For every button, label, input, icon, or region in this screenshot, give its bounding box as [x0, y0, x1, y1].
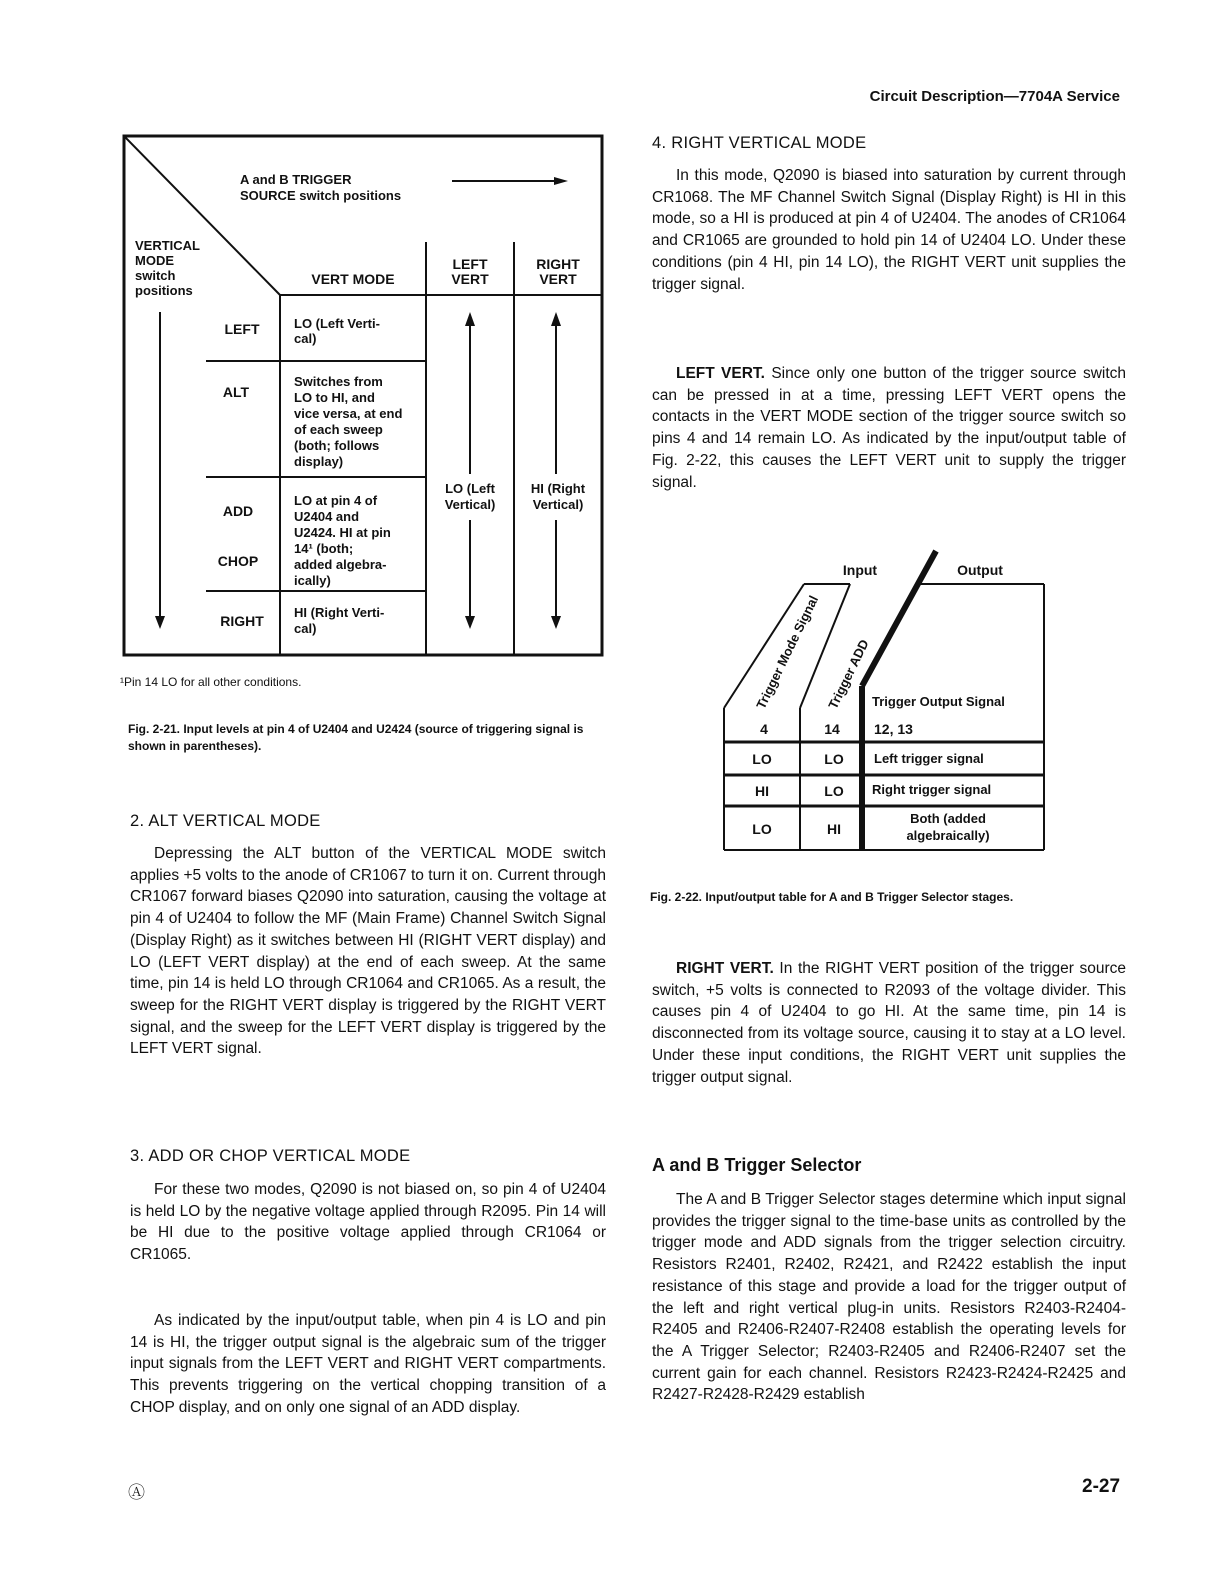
right-vert-value-2: Vertical)	[532, 497, 584, 512]
cell-add-6: ically)	[294, 573, 331, 588]
row3-b: HI	[827, 821, 841, 837]
left-vert-runin: LEFT VERT.	[676, 365, 765, 382]
section-3-body	[130, 1179, 606, 1266]
pin-14: 14	[824, 721, 840, 737]
cell-alt-6: display)	[294, 454, 344, 469]
right-vert-text: In the RIGHT VERT position of the trigger source switch, +5 volts is connected to R2093 of the voltage divider. This causes pin 4 of U2404 to go HI. At the same time, pin 14 is disconnected from its voltage source, causing it to stay at a LO level. Under these input conditions, the RIGHT VERT unit supplies the trigger output signal.	[652, 960, 1127, 1086]
cell-alt-1: Switches from	[294, 374, 383, 389]
section-3-paragraph-1: For these two modes, Q2090 is not biased on, so pin 4 of U2404 is held LO by the negative voltage applied through R2095. Pin 14 will be HI due to the positive voltage applied through CR1064 or CR1065.	[130, 1181, 606, 1264]
pin-12-13: 12, 13	[874, 721, 913, 737]
cell-alt-5: (both; follows	[294, 438, 380, 453]
fig-2-21-table	[120, 132, 610, 660]
row2-b: LO	[824, 783, 844, 799]
cell-add-2: U2404 and	[294, 509, 360, 524]
left-vert-value-1: LO (Left	[445, 481, 495, 496]
running-header: Circuit Description—7704A Service	[869, 88, 1120, 105]
trigger-selector-body	[652, 1189, 1126, 1406]
row3-out-2: algebraically)	[906, 828, 990, 843]
section-2-heading: 2. ALT VERTICAL MODE	[130, 812, 321, 830]
cell-add-4: 14¹ (both;	[294, 541, 354, 556]
right-vert-paragraph	[652, 958, 1126, 1088]
diag-label-add: Trigger ADD	[825, 637, 872, 712]
left-vert-arrow-down-head	[465, 616, 475, 629]
cell-add-3: U2424. HI at pin	[294, 525, 391, 540]
row-mode-add: ADD	[222, 503, 254, 519]
fig-2-22-caption: Fig. 2-22. Input/output table for A and B Trigger Selector stages.	[650, 890, 1014, 904]
section-3-heading: 3. ADD OR CHOP VERTICAL MODE	[130, 1147, 411, 1165]
corner-left-line-2: MODE	[135, 253, 174, 268]
col-header-vert-mode: VERT MODE	[311, 271, 395, 287]
corner-top-line-2: SOURCE switch positions	[240, 188, 402, 203]
section-4-heading: 4. RIGHT VERTICAL MODE	[652, 134, 867, 152]
fig-2-21-caption: Fig. 2-21. Input levels at pin 4 of U2404 and U2424 (source of triggering signal is shown in parentheses).	[128, 722, 584, 753]
right-vert-arrow-down-head	[551, 616, 561, 629]
col-header-right-vert-2: VERT	[539, 271, 577, 287]
row3-a: LO	[752, 821, 772, 837]
row-mode-chop: CHOP	[217, 553, 259, 569]
corner-top-line-1: A and B TRIGGER	[240, 172, 352, 187]
row-mode-left: LEFT	[224, 321, 260, 337]
corner-left-line-1: VERTICAL	[135, 238, 200, 253]
col-header-right-vert-1: RIGHT	[536, 256, 580, 272]
trigger-selector-paragraph: The A and B Trigger Selector stages determine which input signal provides the trigger signal to the time-base units as controlled by the trigger mode and ADD signals from the trigger selection circuitry. Resistors R2401, R2402, R2421, and R2422 establish the input resistance of this stage and provide a load for the trigger output of the left and right vertical plug-in units. Resistors R2403-R2404-R2405 and R2406-R2407-R2408 establish the operating levels for the A Trigger Selector; R2403-R2405 and R2406-R2407 set the current gain for each channel. Resistors R2423-R2424-R2425 and R2427-R2428-R2429 establish	[652, 1191, 1126, 1404]
section-2-body	[130, 843, 606, 1060]
row-mode-alt: ALT	[222, 384, 250, 400]
right-vert-body	[652, 958, 1126, 1088]
corner-left-line-3: switch	[135, 268, 176, 283]
output-label: Output	[957, 562, 1003, 578]
row3-out-1: Both (added	[910, 811, 986, 826]
trigger-selector-heading: A and B Trigger Selector	[652, 1155, 862, 1175]
right-vert-runin: RIGHT VERT.	[676, 960, 774, 977]
cell-alt-3: vice versa, at end	[294, 406, 403, 421]
section-4-paragraph: In this mode, Q2090 is biased into saturation by current through CR1068. The MF Channel Switch Signal (Display Right) is HI in this mode, so a HI is produced at pin 4 of U2404. The anodes of CR1064 and CR1065 are grounded to hold pin 14 of U2404 LO. Under these conditions (pin 4 HI, pin 14 LO), the RIGHT VERT unit supplies the trigger signal.	[652, 167, 1126, 293]
output-signal-label: Trigger Output Signal	[872, 694, 1005, 709]
diag-label-mode: Trigger Mode Signal	[753, 593, 822, 712]
input-label: Input	[842, 562, 878, 578]
cell-left-2: cal)	[294, 331, 317, 346]
header-arrow-head	[554, 177, 568, 185]
row2-out: Right trigger signal	[872, 782, 992, 797]
cell-add-5: added algebra-	[294, 557, 387, 572]
left-vert-text: Since only one button of the trigger source switch can be pressed in at a time, pressing LEFT VERT opens the contacts in the VERT MODE section of the trigger source switch so pins 4 and 14 remain LO. As indicated by the input/output table of Fig. 2-22, this causes the LEFT VERT unit to supply the trigger signal.	[652, 365, 1127, 491]
section-2-paragraph: Depressing the ALT button of the VERTICAL MODE switch applies +5 volts to the anode of CR1067 to turn it on. Current through CR1067 forward biases Q2090 into saturation, causing the voltage at pin 4 of U2404 to follow the MF (Main Frame) Channel Switch Signal (Display Right) as it switches between HI (RIGHT VERT display) and LO (LEFT VERT display) at the end of each sweep. At the same time, pin 14 is held LO through CR1064 and CR1065. As a result, the sweep for the RIGHT VERT display is triggered by the RIGHT VERT signal, and the sweep for the LEFT VERT display is triggered by the LEFT VERT signal.	[130, 845, 606, 1058]
right-vert-value-1: HI (Right	[530, 481, 586, 496]
row2-a: HI	[755, 783, 769, 799]
left-vert-body	[652, 363, 1126, 493]
row1-a: LO	[752, 751, 772, 767]
pin-4: 4	[760, 721, 768, 737]
left-vert-arrow-up-head	[465, 312, 475, 326]
col-header-left-vert-2: VERT	[451, 271, 489, 287]
right-vert-arrow-up-head	[551, 312, 561, 326]
cell-alt-2: LO to HI, and	[294, 390, 375, 405]
mode-arrow-head	[155, 616, 165, 629]
publisher-logo: Ⓐ	[128, 1483, 145, 1502]
section-4-body	[652, 165, 1126, 295]
left-vert-value-2: Vertical)	[444, 497, 496, 512]
page-number: 2-27	[1082, 1476, 1121, 1497]
fig-2-22-table	[718, 548, 1050, 854]
row-mode-right: RIGHT	[220, 613, 264, 629]
section-3-paragraph-2: As indicated by the input/output table, when pin 4 is LO and pin 14 is HI, the trigger output signal is the algebraic sum of the trigger input signals from the LEFT VERT and RIGHT VERT compartments. This prevents triggering on the vertical chopping transition of a CHOP display, and on only one signal of an ADD display.	[130, 1312, 606, 1416]
cell-alt-4: of each sweep	[294, 422, 383, 437]
cell-right-1: HI (Right Verti-	[294, 605, 385, 620]
section-3-body-2	[130, 1310, 606, 1419]
corner-left-line-4: positions	[135, 283, 193, 298]
cell-left-1: LO (Left Verti-	[294, 316, 380, 331]
row1-b: LO	[824, 751, 844, 767]
left-vert-paragraph	[652, 363, 1126, 493]
cell-right-2: cal)	[294, 621, 317, 636]
fig-2-21-footnote: ¹Pin 14 LO for all other conditions.	[120, 675, 302, 689]
col-header-left-vert-1: LEFT	[452, 256, 488, 272]
row1-out: Left trigger signal	[874, 751, 984, 766]
cell-add-1: LO at pin 4 of	[294, 493, 378, 508]
